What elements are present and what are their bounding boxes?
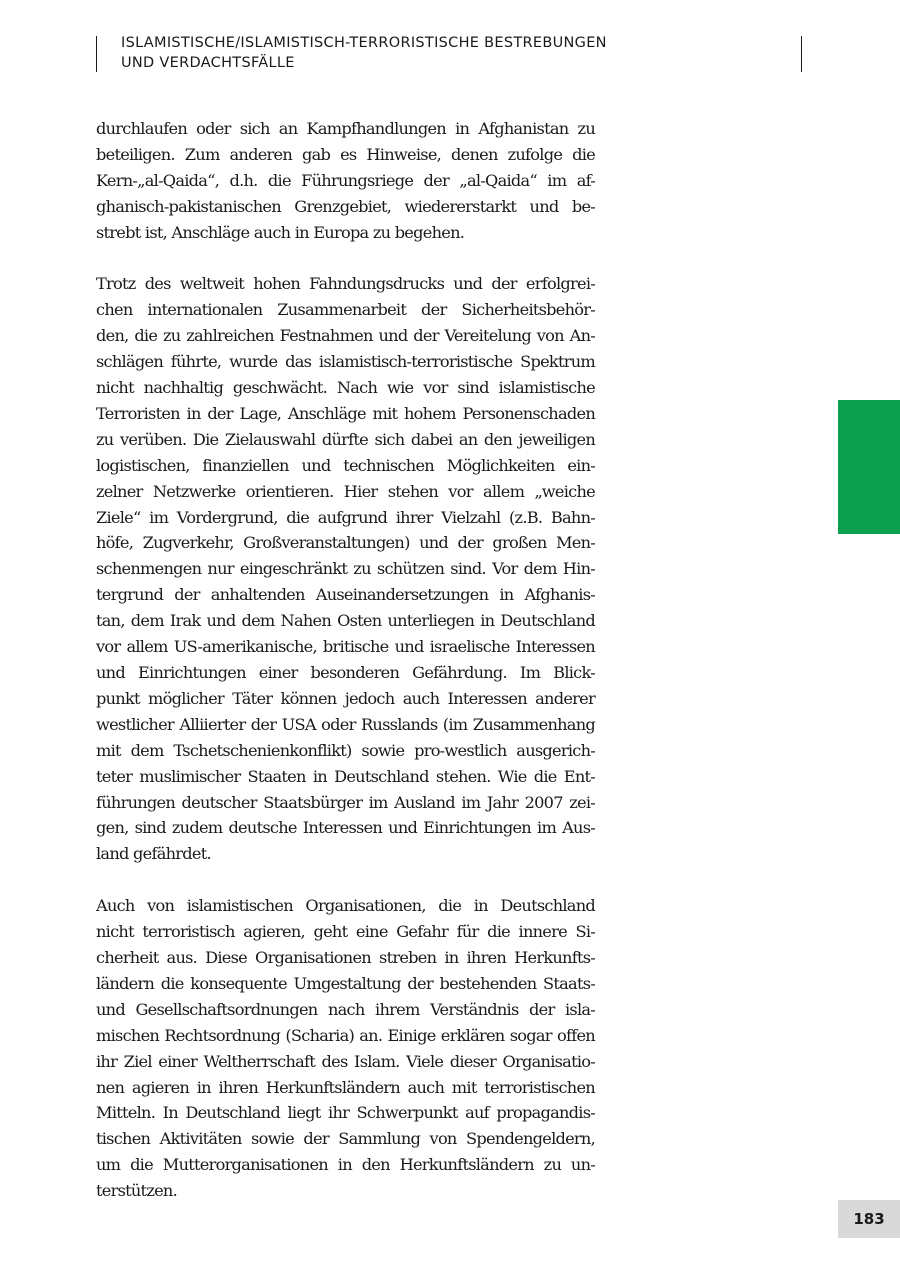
header-rule-left [96, 36, 97, 72]
text-line: land gefährdet. [96, 844, 211, 864]
text-line: mischen Rechtsordnung (Scharia) an. Einige erklären sogar offen [96, 1025, 595, 1045]
text-line: und Einrichtungen einer besonderen Gefährdung. Im Blick- [96, 663, 595, 683]
running-head-line-2: UND VERDACHTSFÄLLE [121, 55, 295, 71]
page-number-box [838, 1200, 900, 1238]
text-line: den, die zu zahlreichen Festnahmen und der Vereitelung von An- [96, 326, 595, 346]
text-line: Kern-„al-Qaida“, d.h. die Führungsriege der „al-Qaida“ im af- [96, 170, 595, 190]
text-line: terstützen. [96, 1181, 177, 1201]
text-line: tischen Aktivitäten sowie der Sammlung von Spendengeldern, [96, 1129, 595, 1149]
text-line: mit dem Tschetschenienkonflikt) sowie pro-westlich ausgerich- [96, 740, 595, 760]
text-line: führungen deutscher Staatsbürger im Ausland im Jahr 2007 zei- [96, 792, 595, 812]
text-line: um die Mutterorganisationen in den Herkunftsländern zu un- [96, 1155, 595, 1175]
text-line: cherheit aus. Diese Organisationen streben in ihren Herkunfts- [96, 947, 595, 967]
text-line: Auch von islamistischen Organisationen, die in Deutschland [96, 896, 595, 916]
text-line: gen, sind zudem deutsche Interessen und Einrichtungen im Aus- [96, 818, 595, 838]
text-line: logistischen, finanziellen und technischen Möglichkeiten ein- [96, 455, 595, 475]
text-line: und Gesellschaftsordnungen nach ihrem Verständnis der isla- [96, 999, 595, 1019]
text-line: Terroristen in der Lage, Anschläge mit hohem Personenschaden [96, 403, 595, 423]
text-line: westlicher Alliierter der USA oder Russlands (im Zusammenhang [96, 714, 595, 734]
paragraph-2 [96, 271, 595, 867]
text-line: nicht nachhaltig geschwächt. Nach wie vor sind islamistische [96, 378, 595, 398]
text-line: nicht terroristisch agieren, geht eine Gefahr für die innere Si- [96, 922, 595, 942]
text-line: chen internationalen Zusammenarbeit der Sicherheitsbehör- [96, 300, 595, 320]
text-line: Mitteln. In Deutschland liegt ihr Schwerpunkt auf propagandis- [96, 1103, 595, 1123]
text-line: zu verüben. Die Zielauswahl dürfte sich dabei an den jeweiligen [96, 429, 595, 449]
text-line: ländern die konsequente Umgestaltung der bestehenden Staats- [96, 973, 595, 993]
running-head-line-1: ISLAMISTISCHE/ISLAMISTISCH-TERRORISTISCHE BESTREBUNGEN [121, 35, 607, 51]
text-line: höfe, Zugverkehr, Großveranstaltungen) und der großen Men- [96, 533, 595, 553]
header-rule-right [801, 36, 802, 72]
text-line: nen agieren in ihren Herkunftsländern auch mit terroristischen [96, 1077, 595, 1097]
text-line: ihr Ziel einer Weltherrschaft des Islam. Viele dieser Organisatio- [96, 1051, 595, 1071]
text-line: vor allem US-amerikanische, britische und israelische Interessen [96, 637, 595, 657]
text-line: schlägen führte, wurde das islamistisch-terroristische Spektrum [96, 352, 595, 372]
text-line: zelner Netzwerke orientieren. Hier stehen vor allem „weiche [96, 481, 595, 501]
text-line: tergrund der anhaltenden Auseinandersetzungen in Afghanis- [96, 585, 595, 605]
text-line: schenmengen nur eingeschränkt zu schützen sind. Vor dem Hin- [96, 559, 595, 579]
page-number: 183 [853, 1210, 885, 1228]
text-line: Trotz des weltweit hohen Fahndungsdrucks und der erfolgrei- [96, 274, 595, 294]
text-line: strebt ist, Anschläge auch in Europa zu begehen. [96, 222, 465, 242]
running-head [121, 33, 781, 73]
text-line: teter muslimischer Staaten in Deutschland stehen. Wie die Ent- [96, 766, 595, 786]
body-text [96, 116, 595, 1230]
text-line: beteiligen. Zum anderen gab es Hinweise, denen zufolge die [96, 144, 595, 164]
paragraph-1 [96, 116, 595, 246]
text-line: ghanisch-pakistanischen Grenzgebiet, wiedererstarkt und be- [96, 196, 595, 216]
chapter-tab-marker [838, 400, 900, 534]
text-line: tan, dem Irak und dem Nahen Osten unterliegen in Deutschland [96, 611, 595, 631]
paragraph-3 [96, 893, 595, 1204]
text-line: durchlaufen oder sich an Kampfhandlungen in Afghanistan zu [96, 119, 595, 138]
text-line: Ziele“ im Vordergrund, die aufgrund ihrer Vielzahl (z.B. Bahn- [96, 507, 595, 527]
text-line: punkt möglicher Täter können jedoch auch Interessen anderer [96, 688, 595, 708]
